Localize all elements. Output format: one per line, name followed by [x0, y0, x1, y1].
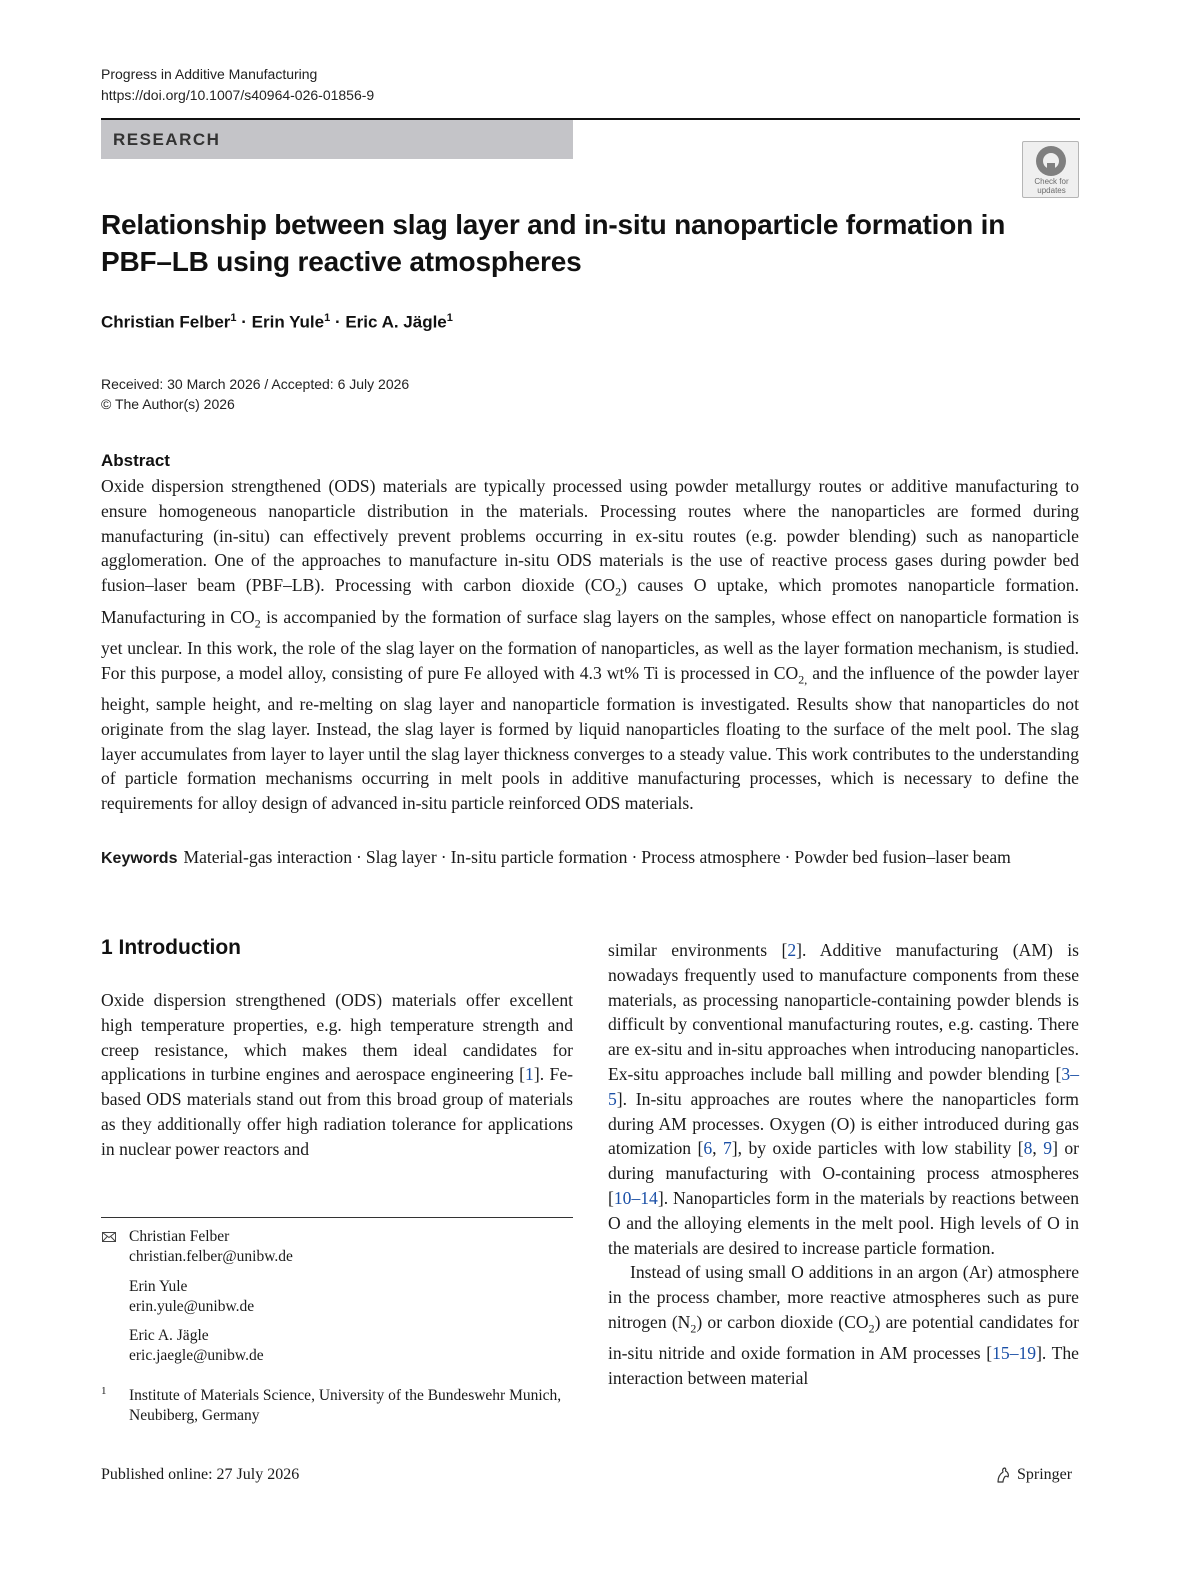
right-column-text: [608, 938, 1079, 1391]
badge-text: Check for updates: [1034, 177, 1069, 195]
article-title: Relationship between slag layer and in-situ nanoparticle formation in PBF–LB using reactive atmospheres: [101, 209, 1006, 277]
published-date: Published online: 27 July 2026: [101, 1466, 300, 1483]
publisher-logo: [994, 1466, 1072, 1484]
contact-email[interactable]: eric.jaegle@unibw.de: [129, 1347, 264, 1364]
check-for-updates-badge[interactable]: [1022, 141, 1079, 198]
keyword-item: Process atmosphere: [641, 847, 781, 867]
contact-name: Eric A. Jägle: [129, 1327, 209, 1344]
keyword-separator: ·: [784, 847, 791, 867]
author-separator: ·: [236, 312, 252, 332]
left-column-text: Oxide dispersion strengthened (ODS) materials offer excellent high temperature properties, e.g. high temperature strength and creep resistance, which makes them ideal candidates for applications in turbine engines and aerospace engineering [1]. Fe-based ODS materials stand out from this broad group of materials as they additionally offer high radiation tolerance for applications in nuclear power reactors and: [101, 990, 573, 1159]
citation-link[interactable]: 10–14: [613, 1187, 658, 1208]
keywords: [101, 845, 1079, 872]
contact-entry: [129, 1326, 264, 1366]
paragraph: Instead of using small O additions in an argon (Ar) atmosphere in the process chamber, more reactive atmospheres such as pure nitrogen $(N_2)$ or carbon dioxide $(CO_2)$ are potential candidates for in-situ nitride and oxide formation in AM processes [15–19]. The interaction between material: [608, 1262, 1079, 1389]
keyword-item: Material-gas interaction: [183, 847, 353, 867]
paragraph: similar environments [2]. Additive manufacturing (AM) is nowadays frequently used to manufacture components from these materials, as processing nanoparticle-containing powder blends is difficult by conventional manufacturing routes, e.g. casting. There are ex-situ and in-situ approaches when introducing nanoparticles. Ex-situ approaches include ball milling and powder blending [3–5]. In-situ approaches are routes where the nanoparticles form during AM processes. Oxygen (O) is either introduced during gas atomization [6, 7], by oxide particles with low stability [8, 9] or during manufacturing with O-containing process atmospheres [10–14]. Nanoparticles form in the materials by reactions between O and the alloying elements in the melt pool. High levels of O in the materials are desired to increase particle formation.: [608, 940, 1080, 1258]
article-dates: [101, 374, 409, 414]
envelope-icon: [102, 1232, 116, 1242]
article-type-label: RESEARCH: [113, 130, 221, 149]
footnote-rule: [101, 1217, 573, 1218]
affiliation-number: 1: [101, 1385, 107, 1397]
author-name: Eric A. Jägle: [345, 312, 447, 332]
keyword-separator: ·: [356, 847, 362, 867]
keyword-separator: ·: [631, 847, 638, 867]
citation-link[interactable]: 7: [723, 1138, 732, 1159]
keywords-label: Keywords: [101, 850, 178, 867]
affiliation-text: Institute of Materials Science, University of the Bundeswehr Munich, Neubiberg, Germany: [129, 1387, 562, 1424]
journal-name: Progress in Additive Manufacturing: [101, 66, 318, 82]
author-name: Christian Felber: [101, 312, 231, 332]
contact-name: Erin Yule: [129, 1278, 188, 1295]
section-heading-introduction: 1 Introduction: [101, 936, 241, 959]
publisher-name: Springer: [1017, 1466, 1073, 1483]
citation-link[interactable]: 2: [787, 940, 797, 960]
citation-link[interactable]: 9: [1043, 1138, 1053, 1159]
citation-link[interactable]: 8: [1023, 1138, 1033, 1159]
bookmark-icon: [1036, 146, 1066, 176]
author-list: [101, 312, 453, 333]
journal-header: [101, 64, 374, 106]
contact-email[interactable]: erin.yule@unibw.de: [129, 1298, 255, 1315]
author-affiliation-mark: 1: [230, 312, 237, 324]
springer-horse-icon: [994, 1466, 1012, 1484]
keyword-separator: ·: [440, 847, 447, 867]
contact-email[interactable]: christian.felber@unibw.de: [129, 1248, 293, 1265]
contact-name: Christian Felber: [129, 1228, 230, 1245]
doi-link[interactable]: https://doi.org/10.1007/s40964-026-01856-9: [101, 87, 375, 103]
citation-link[interactable]: 1: [525, 1064, 534, 1085]
citation-link[interactable]: 3–5: [608, 1063, 1079, 1109]
author-affiliation-mark: 1: [324, 312, 331, 324]
abstract-text: Oxide dispersion strengthened (ODS) materials are typically processed using powder metallurgy routes or additive manufacturing to ensure homogeneous nanoparticle distribution in the materials. Processing routes where the nanoparticles are formed during manufacturing (in-situ) can effectively prevent problems occurring in ex-situ routes (e.g. powder blending) such as nanoparticle agglomeration. One of the approaches to manufacture in-situ ODS materials is the use of reactive process gases during powder bed fusion–laser beam (PBF–LB). Processing with carbon dioxide $(CO_2)$ causes O uptake, which promotes nanoparticle formation. Manufacturing in $CO_2$ is accompanied by the formation of surface slag layers on the samples, whose effect on nanoparticle formation is yet unclear. In this work, the role of the slag layer on the formation of nanoparticles, as well as the layer formation mechanism, is studied. For this purpose, a model alloy, consisting of pure Fe alloyed with 4.3 wt% Ti is processed in $CO_{2,}$ and the influence of the powder layer height, sample height, and re-melting on slag layer and nanoparticle formation is investigated. Results show that nanoparticles do not originate from the slag layer. Instead, the slag layer is formed by liquid nanoparticles floating to the surface of the melt pool. The slag layer accumulates from layer to layer until the slag layer thickness converges to a steady value. This work contributes to the understanding of particle formation mechanisms occurring in melt pools in additive manufacturing processes, which is necessary to define the requirements for alloy design of advanced in-situ particle reinforced ODS materials.: [101, 476, 1079, 814]
received-accepted: Received: 30 March 2026 / Accepted: 6 July 2026: [101, 376, 410, 392]
abstract-heading: Abstract: [101, 451, 170, 470]
keyword-item: In-situ particle formation: [450, 847, 628, 867]
keyword-item: Powder bed fusion–laser beam: [794, 847, 1011, 867]
keyword-item: Slag layer: [365, 847, 437, 867]
author-name: Erin Yule: [251, 312, 325, 332]
contact-entry: [129, 1277, 254, 1317]
contact-entry: [129, 1227, 293, 1267]
citation-link[interactable]: 6: [703, 1138, 713, 1159]
author-affiliation-mark: 1: [446, 312, 453, 324]
copyright: © The Author(s) 2026: [101, 396, 235, 412]
author-separator: ·: [330, 312, 346, 332]
citation-link[interactable]: 15–19: [992, 1343, 1037, 1364]
